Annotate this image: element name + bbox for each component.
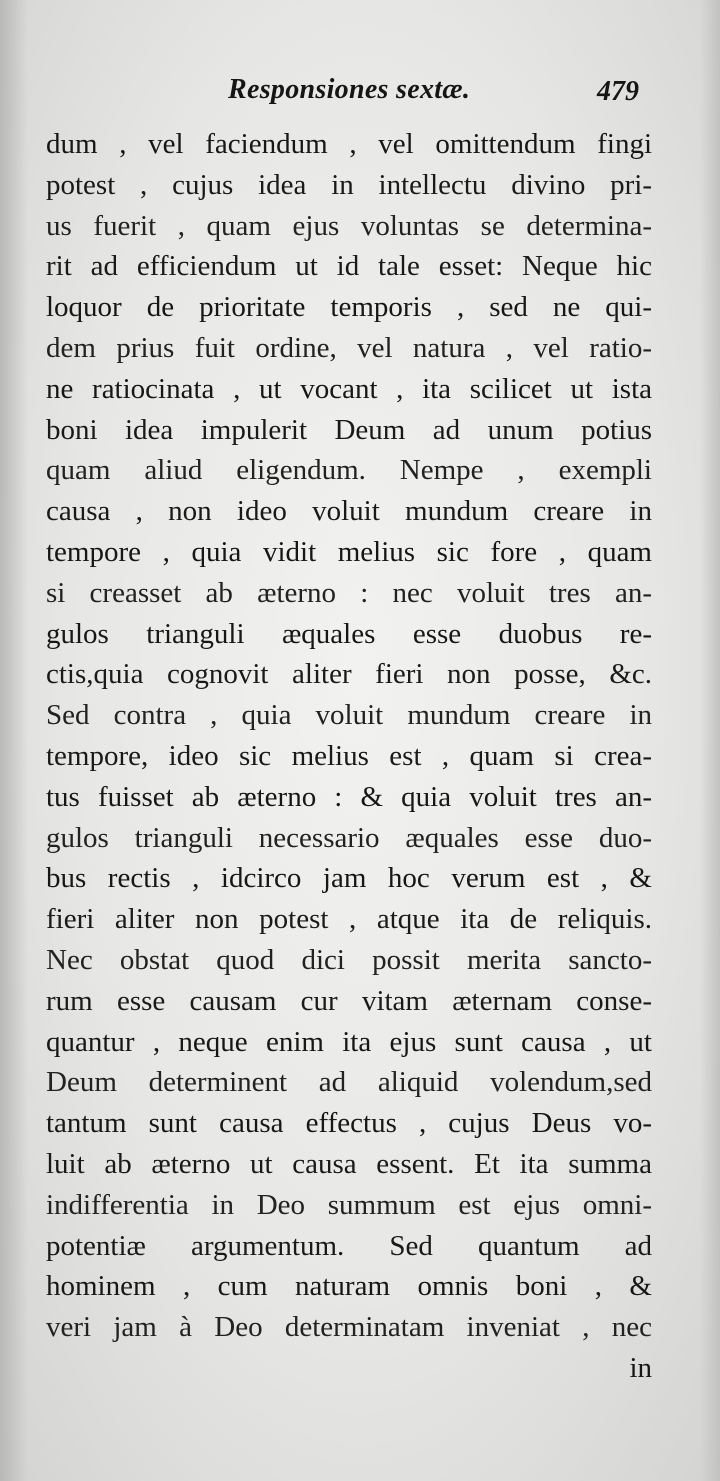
- text-line: quantur , neque enim ita ejus sunt causa , ut: [46, 1025, 652, 1058]
- text-line: gulos trianguli necessario æquales esse duo-: [46, 821, 652, 854]
- text-line: potentiæ argumentum. Sed quantum ad: [46, 1229, 652, 1262]
- text-line: causa , non ideo voluit mundum creare in: [46, 495, 652, 528]
- text-line: Sed contra , quia voluit mundum creare in: [46, 699, 652, 732]
- text-line: bus rectis , idcirco jam hoc verum est , &: [46, 862, 652, 895]
- text-line: indifferentia in Deo summum est ejus omni-: [46, 1188, 652, 1221]
- text-line: dum , vel faciendum , vel omittendum fingi: [46, 128, 652, 160]
- text-line: si creasset ab æterno : nec voluit tres an-: [46, 576, 652, 609]
- text-line: rum esse causam cur vitam æternam conse-: [46, 984, 652, 1017]
- text-line: tempore, ideo sic melius est , quam si crea-: [46, 739, 652, 772]
- text-line: quam aliud eligendum. Nempe , exempli: [46, 454, 652, 487]
- text-line: us fuerit , quam ejus voluntas se determina-: [46, 209, 652, 242]
- text-line: hominem , cum naturam omnis boni , &: [46, 1270, 652, 1303]
- text-line: tempore , quia vidit melius sic fore , quam: [46, 535, 652, 568]
- text-line: luit ab æterno ut causa essent. Et ita summa: [46, 1147, 652, 1180]
- page-edge-shadow-right: [700, 0, 720, 1481]
- page-edge-shadow-left: [0, 0, 28, 1481]
- text-line: tantum sunt causa effectus , cujus Deus vo-: [46, 1107, 652, 1140]
- text-line: tus fuisset ab æterno : & quia voluit tres an-: [46, 780, 652, 813]
- text-line: fieri aliter non potest , atque ita de reliquis.: [46, 903, 652, 936]
- text-line: rit ad efficiendum ut id tale esset: Neque hic: [46, 250, 652, 283]
- catchword: in: [629, 1351, 652, 1384]
- text-line: veri jam à Deo determinatam inveniat , nec: [46, 1311, 652, 1344]
- running-title: Responsiones sextæ.: [228, 74, 471, 105]
- text-line: Nec obstat quod dici possit merita sancto-: [46, 943, 652, 976]
- text-line: ne ratiocinata , ut vocant , ita scilicet ut ista: [46, 372, 652, 405]
- text-line: Deum determinent ad aliquid volendum,sed: [46, 1066, 652, 1099]
- page-number: 479: [597, 76, 639, 107]
- text-line: potest , cujus idea in intellectu divino pri-: [46, 168, 652, 201]
- text-line: loquor de prioritate temporis , sed ne qui-: [46, 291, 652, 324]
- text-line: gulos trianguli æquales esse duobus re-: [46, 617, 652, 650]
- text-line: dem prius fuit ordine, vel natura , vel ratio-: [46, 331, 652, 364]
- text-line: ctis,quia cognovit aliter fieri non posse, &c.: [46, 658, 652, 691]
- body-text: [46, 124, 652, 1389]
- text-line: boni idea impulerit Deum ad unum potius: [46, 413, 652, 446]
